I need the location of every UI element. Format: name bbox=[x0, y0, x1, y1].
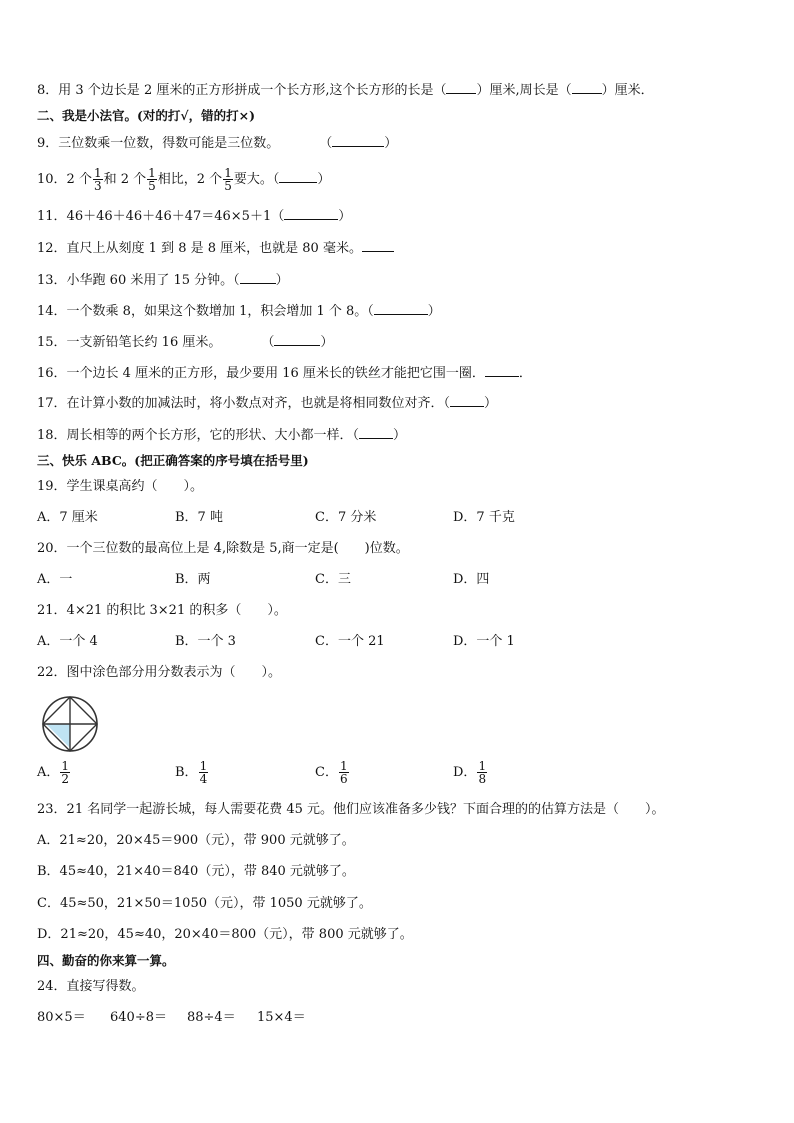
shaded-triangle bbox=[46, 724, 70, 748]
option-b[interactable]: B．7 吨 bbox=[175, 510, 223, 525]
option-a[interactable]: A．一个 4 bbox=[37, 634, 98, 649]
fraction: $\frac{1}{4}$ bbox=[199, 759, 208, 786]
q8-text-c: ）厘米． bbox=[601, 83, 654, 98]
fraction: $\frac{1}{5}$ bbox=[224, 166, 232, 193]
answer-blank[interactable] bbox=[274, 333, 320, 346]
answer-blank[interactable] bbox=[279, 170, 317, 183]
option-c[interactable]: C．一个 21 bbox=[315, 634, 385, 649]
section-4-heading: 四、勤奋的你来算一算。 bbox=[37, 953, 175, 968]
calc-item: 80×5＝ bbox=[37, 1010, 86, 1025]
q11-text: 11．46＋46＋46＋46＋47＝46×5＋1（ bbox=[37, 209, 285, 224]
question-10: 10．2 个 $\frac{1}{3}$ 和 2 个 $\frac{1}{5}$ 相比，2 个 $\frac{1}{5}$ 要大。（ ） bbox=[37, 166, 331, 193]
q17-text: 17．在计算小数的加减法时，将小数点对齐，也就是将相同数位对齐．（ bbox=[37, 396, 451, 411]
question-8 bbox=[37, 81, 654, 100]
answer-blank[interactable] bbox=[485, 364, 519, 377]
q14-text: 14．一个数乘 8，如果这个数增加 1，积会增加 1 个 8。（ bbox=[37, 304, 374, 319]
question-17: 17．在计算小数的加减法时，将小数点对齐，也就是将相同数位对齐．（ ） bbox=[37, 396, 498, 411]
section-2-heading: 二、我是小法官。(对的打√，错的打×) bbox=[37, 108, 256, 123]
calc-item: 15×4＝ bbox=[257, 1010, 306, 1025]
q16-end: ． bbox=[518, 366, 532, 381]
q13-text: 13．小华跑 60 米用了 15 分钟。（ bbox=[37, 273, 240, 288]
option-b[interactable]: B．两 bbox=[175, 572, 211, 587]
fraction: $\frac{1}{2}$ bbox=[61, 759, 70, 786]
q15-text: 15．一支新铅笔长约 16 厘米。 bbox=[37, 335, 222, 350]
q12-text: 12．直尺上从刻度 1 到 8 是 8 厘米，也就是 80 毫米。 bbox=[37, 241, 362, 256]
q10-text-c: 相比，2 个 bbox=[157, 172, 223, 187]
q8-text-a: 8．用 3 个边长是 2 厘米的正方形拼成一个长方形,这个长方形的长是（ bbox=[37, 83, 447, 98]
fraction: $\frac{1}{6}$ bbox=[339, 759, 348, 786]
option-b[interactable]: B．一个 3 bbox=[175, 634, 236, 649]
q8-text-b: ）厘米,周长是（ bbox=[476, 83, 572, 98]
question-12 bbox=[37, 239, 394, 258]
answer-blank[interactable] bbox=[332, 134, 384, 147]
answer-blank[interactable] bbox=[284, 207, 338, 220]
option-a[interactable]: A．一 bbox=[37, 572, 73, 587]
q10-text-d: 要大。（ bbox=[233, 172, 280, 187]
fraction: $\frac{1}{5}$ bbox=[148, 166, 156, 193]
answer-blank[interactable] bbox=[572, 81, 602, 94]
option-d[interactable]: D．7 千克 bbox=[453, 510, 515, 525]
fraction: $\frac{1}{8}$ bbox=[478, 759, 487, 786]
question-18: 18．周长相等的两个长方形，它的形状、大小都一样．（ ） bbox=[37, 428, 407, 443]
question-24: 24．直接写得数。 bbox=[37, 979, 145, 994]
q10-text-a: 10．2 个 bbox=[37, 172, 92, 187]
option-d[interactable]: D．一个 1 bbox=[453, 634, 515, 649]
answer-blank[interactable] bbox=[450, 394, 484, 407]
answer-blank[interactable] bbox=[359, 426, 393, 439]
option-c[interactable]: C．三 bbox=[315, 572, 351, 587]
option-a[interactable]: A． $\frac{1}{2}$ bbox=[37, 759, 70, 786]
q16-text: 16．一个边长 4 厘米的正方形，最少要用 16 厘米长的铁丝才能把它围一圈． bbox=[37, 366, 485, 381]
option-c[interactable]: C．7 分米 bbox=[315, 510, 377, 525]
q18-text: 18．周长相等的两个长方形，它的形状、大小都一样．（ bbox=[37, 428, 360, 443]
q9-text: 9．三位数乘一位数，得数可能是三位数。 bbox=[37, 136, 280, 151]
calc-item: 88÷4＝ bbox=[187, 1010, 236, 1025]
option-c[interactable]: C．45≈50，21×50＝1050（元），带 1050 元就够了。 bbox=[37, 896, 372, 911]
circle-square-figure bbox=[40, 694, 100, 758]
shaded-circle-diagram bbox=[40, 694, 100, 754]
option-c[interactable]: C． $\frac{1}{6}$ bbox=[315, 759, 348, 786]
option-d[interactable]: D．21≈20，45≈40，20×40＝800（元），带 800 元就够了。 bbox=[37, 927, 413, 942]
q10-text-b: 和 2 个 bbox=[103, 172, 147, 187]
option-d[interactable]: D． $\frac{1}{8}$ bbox=[453, 759, 487, 786]
answer-blank[interactable] bbox=[446, 81, 476, 94]
question-20: 20．一个三位数的最高位上是 4,除数是 5,商一定是( )位数。 bbox=[37, 541, 409, 556]
question-11: 11．46＋46＋46＋46＋47＝46×5＋1（ ） bbox=[37, 209, 352, 224]
question-13: 13．小华跑 60 米用了 15 分钟。（ ） bbox=[37, 273, 289, 288]
section-3-heading: 三、快乐 ABC。(把正确答案的序号填在括号里) bbox=[37, 453, 309, 468]
question-14: 14．一个数乘 8，如果这个数增加 1，积会增加 1 个 8。（ ） bbox=[37, 304, 441, 319]
answer-blank[interactable] bbox=[362, 239, 394, 252]
fraction: $\frac{1}{3}$ bbox=[93, 166, 102, 193]
answer-blank[interactable] bbox=[240, 271, 276, 284]
question-22: 22．图中涂色部分用分数表示为（ ）。 bbox=[37, 665, 282, 680]
option-a[interactable]: A．21≈20，20×45＝900（元），带 900 元就够了。 bbox=[37, 833, 355, 848]
question-21: 21．4×21 的积比 3×21 的积多（ ）。 bbox=[37, 603, 287, 618]
option-a[interactable]: A．7 厘米 bbox=[37, 510, 98, 525]
answer-blank[interactable] bbox=[374, 302, 428, 315]
option-d[interactable]: D．四 bbox=[453, 572, 490, 587]
question-15: 15．一支新铅笔长约 16 厘米。 （ ） bbox=[37, 335, 334, 350]
calc-item: 640÷8＝ bbox=[110, 1010, 167, 1025]
question-16 bbox=[37, 364, 532, 383]
option-b[interactable]: B． $\frac{1}{4}$ bbox=[175, 759, 208, 786]
question-23: 23．21 名同学一起游长城，每人需要花费 45 元。他们应该准备多少钱？下面合理的的估算方法是（ ）。 bbox=[37, 802, 665, 817]
question-9: 9．三位数乘一位数，得数可能是三位数。 （ ） bbox=[37, 136, 398, 151]
option-b[interactable]: B．45≈40，21×40＝840（元），带 840 元就够了。 bbox=[37, 864, 355, 879]
question-19: 19．学生课桌高约（ ）。 bbox=[37, 479, 204, 494]
